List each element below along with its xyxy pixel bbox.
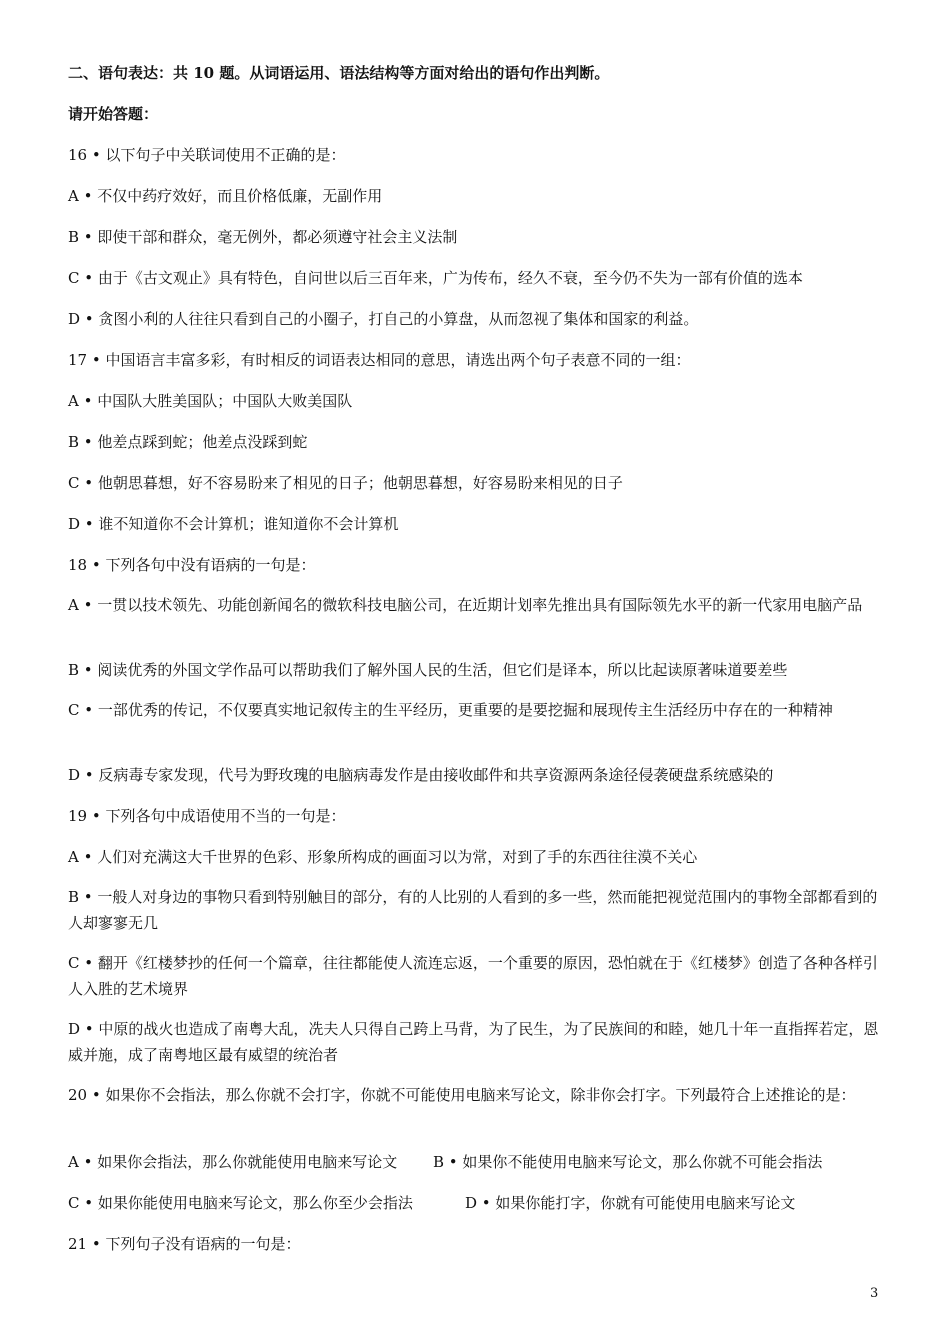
- question-17-option-b: B • 他差点踩到蛇；他差点没踩到蛇: [68, 433, 308, 451]
- question-19-option-d: D • 中原的战火也造成了南粤大乱，冼夫人只得自己跨上马背，为了民生，为了民族间的和睦，她几十年一直指挥若定，恩威并施，成了南粤地区最有威望的统治者: [68, 1020, 879, 1064]
- question-19-option-a: A • 人们对充满这大千世界的色彩、形象所构成的画面习以为常，对到了手的东西往往漠不关心: [68, 848, 698, 866]
- question-18-option-b: B • 阅读优秀的外国文学作品可以帮助我们了解外国人民的生活，但它们是译本，所以比起读原著味道要差些: [68, 661, 788, 679]
- question-20-option-d: D • 如果你能打字，你就有可能使用电脑来写论文: [465, 1194, 796, 1212]
- question-20-options-row-1: [68, 1149, 888, 1175]
- question-18-option-d: D • 反病毒专家发现，代号为野玫瑰的电脑病毒发作是由接收邮件和共享资源两条途径侵袭硬盘系统感染的: [68, 766, 774, 784]
- question-17-option-a: A • 中国队大胜美国队；中国队大败美国队: [68, 392, 353, 410]
- question-17-option-c: C • 他朝思暮想，好不容易盼来了相见的日子；他朝思暮想，好容易盼来相见的日子: [68, 474, 623, 492]
- question-21-stem: 21 • 下列句子没有语病的一句是：: [68, 1235, 301, 1253]
- question-16-option-c: C • 由于《古文观止》具有特色，自问世以后三百年来，广为传布，经久不衰，至今仍不失为一部有价值的选本: [68, 269, 803, 287]
- page-number: 3: [870, 1286, 879, 1301]
- question-20-option-a: A • 如果你会指法，那么你就能使用电脑来写论文: [68, 1153, 398, 1171]
- question-20-option-c: C • 如果你能使用电脑来写论文，那么你至少会指法: [68, 1194, 413, 1212]
- question-18-stem: 18 • 下列各句中没有语病的一句是：: [68, 556, 316, 574]
- question-20-option-b: B • 如果你不能使用电脑来写论文，那么你就不可能会指法: [433, 1153, 823, 1171]
- question-20-stem: 20 • 如果你不会指法，那么你就不会打字，你就不可能使用电脑来写论文，除非你会打字。下列最符合上述推论的是：: [68, 1086, 856, 1104]
- question-17-option-d: D • 谁不知道你不会计算机；谁知道你不会计算机: [68, 515, 399, 533]
- question-19-option-c: C • 翻开《红楼梦抄的任何一个篇章，往往都能使人流连忘返，一个重要的原因，恐怕就在于《红楼梦》创造了各种各样引人入胜的艺术境界: [68, 954, 878, 998]
- question-18-option-a: A • 一贯以技术领先、功能创新闻名的微软科技电脑公司，在近期计划率先推出具有国际领先水平的新一代家用电脑产品: [68, 596, 863, 614]
- question-18-option-c: C • 一部优秀的传记，不仅要真实地记叙传主的生平经历，更重要的是要挖掘和展现传主生活经历中存在的一种精神: [68, 701, 833, 719]
- question-19-stem: 19 • 下列各句中成语使用不当的一句是：: [68, 807, 346, 825]
- section-heading: 二、语句表达：共 10 题。从词语运用、语法结构等方面对给出的语句作出判断。: [68, 64, 610, 82]
- question-16-stem: 16 • 以下句子中关联词使用不正确的是：: [68, 146, 346, 164]
- instruction-text: 请开始答题：: [68, 105, 159, 123]
- question-20-options-row-2: [68, 1190, 888, 1216]
- question-16-option-b: B • 即使干部和群众，毫无例外，都必须遵守社会主义法制: [68, 228, 458, 246]
- question-16-option-a: A • 不仅中药疗效好，而且价格低廉，无副作用: [68, 187, 383, 205]
- question-19-option-b: B • 一般人对身边的事物只看到特别触目的部分，有的人比别的人看到的多一些，然而能把视觉范围内的事物全部都看到的人却寥寥无几: [68, 888, 878, 932]
- question-17-stem: 17 • 中国语言丰富多彩，有时相反的词语表达相同的意思，请选出两个句子表意不同的一组：: [68, 351, 691, 369]
- question-16-option-d: D • 贪图小利的人往往只看到自己的小圈子，打自己的小算盘，从而忽视了集体和国家的利益。: [68, 310, 699, 328]
